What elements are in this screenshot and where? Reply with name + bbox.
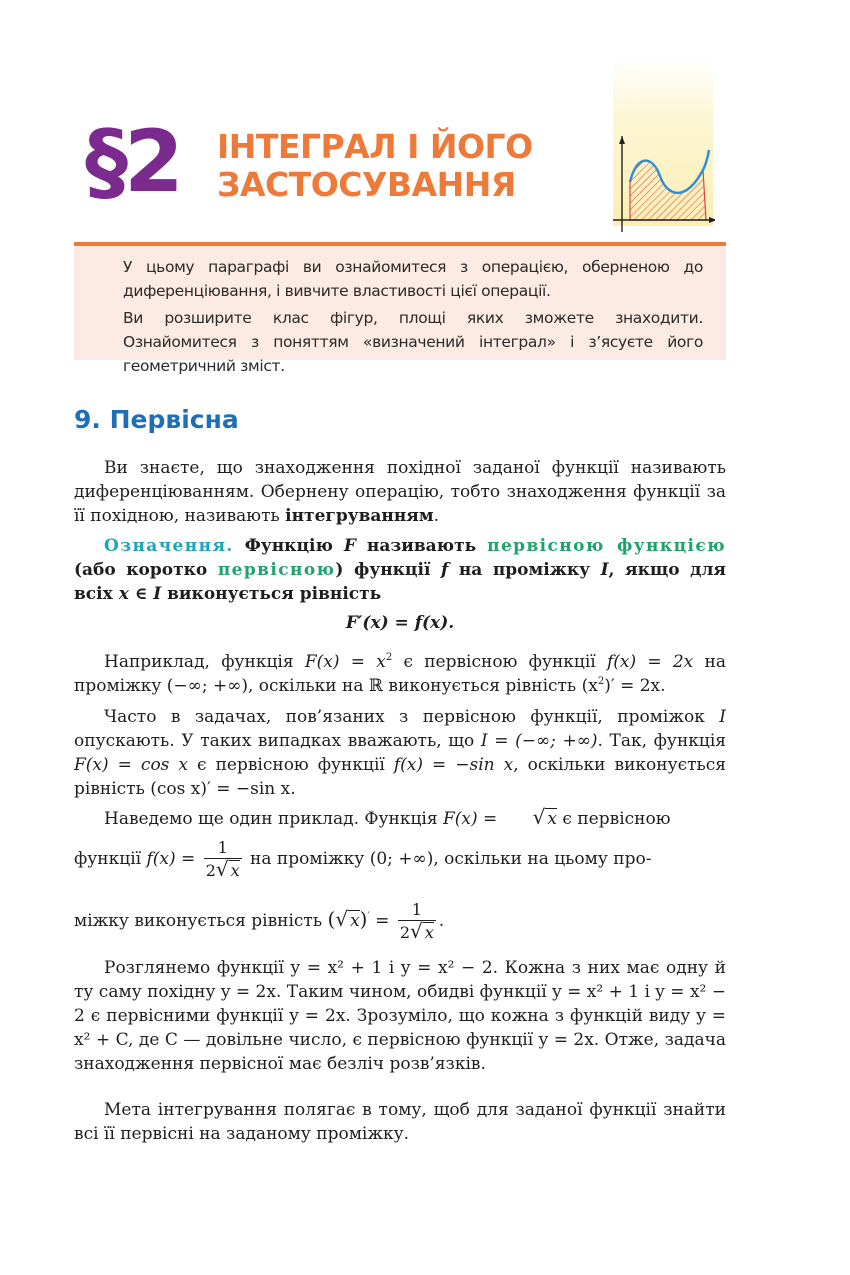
example-text: Часто в задачах, пов’язаних з первісною функції, проміжок: [104, 707, 720, 727]
definition-term-primitive-function: первісною функцією: [487, 536, 726, 556]
radical-sign: √: [532, 805, 546, 829]
fraction-denominator: [204, 859, 242, 881]
close-paren: ): [359, 907, 368, 931]
paragraph-example-4: Розглянемо функції y = x² + 1 і y = x² − 2. Кожна з них має одну й ту саму похідну y = 2x. Таким чином, обидві функції y = x² + 1 і y = x² − 2 є первісними функції y = 2x. Зрозуміло, що кожна з функцій виду y = x² + C, де C — довільне число, є первісною функції y = 2x. Отже, задача знаходження первісної має безліч розв’язків.: [74, 958, 727, 1074]
definition-block: [74, 534, 726, 606]
example-text: , оскільки виконується рівність (cos x)′ = −sin x.: [74, 755, 727, 799]
fraction-one-over-two-sqrt-x: [398, 900, 436, 943]
example-3-line-2: [74, 838, 726, 881]
definition-text: ∈: [128, 584, 154, 604]
paragraph-intro-text: Ви знаєте, що знаходження похідної заданої функції називають диференціюванням. Обернену операцію, тобто знаходження функції за її похідною, називають: [74, 458, 726, 526]
example-3-line-3: [74, 900, 726, 943]
denominator-coefficient: 2: [205, 861, 216, 880]
definition-text: (або коротко: [74, 560, 218, 580]
example-text: міжку виконується рівність: [74, 911, 328, 931]
example-var: I: [719, 707, 726, 727]
sqrt-x: [335, 907, 359, 931]
fraction-numerator: 1: [398, 900, 436, 921]
radicand: x: [424, 923, 434, 942]
integral-area-figure: [605, 58, 715, 238]
sqrt-x: [216, 859, 240, 881]
definition-var: F: [343, 536, 356, 556]
paragraph-example-1: [74, 650, 726, 698]
example-text: є первісною: [557, 809, 671, 829]
sqrt-x: [410, 921, 434, 943]
radicand: x: [230, 861, 240, 880]
chapter-title: [217, 128, 533, 204]
example-formula: f(x) =: [146, 849, 201, 869]
radicand: x: [350, 911, 360, 931]
example-text: Наведемо ще один приклад. Функція: [104, 809, 443, 829]
exponent: 2: [385, 652, 393, 663]
prime-mark: ′: [367, 911, 370, 922]
chapter-header: [0, 0, 850, 245]
example-text: є первісною функції: [188, 755, 394, 775]
exponent: 2: [597, 676, 605, 687]
definition-var: x: [118, 584, 129, 604]
example-3-line-1: [74, 805, 726, 829]
radical-sign: √: [335, 907, 349, 931]
section-title: 9. Первісна: [74, 405, 239, 434]
definition-formula: F′(x) = f(x).: [345, 613, 455, 633]
definition-var: f: [440, 560, 449, 580]
definition-var: I: [600, 560, 609, 580]
sqrt-x: [503, 805, 557, 829]
paragraph-intro: [74, 456, 726, 528]
paragraph-goal: Мета інтегрування полягає в тому, щоб для заданої функції знайти всі її первісні на заданому проміжку.: [74, 1100, 726, 1144]
intro-paragraph-2: Ви розширите клас фігур, площі яких зможете знаходити. Ознайомитеся з поняттям «визначений інтеграл» і з’ясуєте його геометричний зміст.: [123, 309, 703, 375]
fraction-denominator: [398, 921, 436, 943]
definition-text: називають: [355, 536, 488, 556]
example-text: на проміжку (−∞; +∞), оскільки на ℝ виконується рівність (x: [74, 652, 727, 696]
intro-paragraph-1: У цьому параграфі ви ознайомитеся з операцією, оберненою до диференціювання, і вивчите властивості цієї операції.: [123, 258, 703, 300]
example-text: опускають. У таких випадках вважають, що: [74, 731, 481, 751]
radical-sign: √: [215, 857, 229, 881]
chapter-title-line2: ЗАСТОСУВАННЯ: [217, 165, 516, 204]
chapter-title-line1: ІНТЕГРАЛ І ЙОГО: [217, 127, 533, 166]
paragraph-mark: §2: [85, 112, 180, 212]
example-formula: I = (−∞; +∞): [480, 731, 598, 751]
period: .: [438, 911, 445, 931]
example-formula: F(x) =: [442, 809, 503, 829]
open-paren: (: [327, 907, 336, 931]
denominator-coefficient: 2: [399, 923, 410, 942]
definition-text: Функцію: [233, 536, 344, 556]
term-integration: інтегруванням: [285, 506, 434, 526]
paragraph-example-2: [74, 705, 726, 801]
example-text: . Так, функція: [597, 731, 726, 751]
example-text: функції: [74, 849, 147, 869]
radical-sign: √: [410, 919, 423, 943]
equals-sign: =: [369, 911, 395, 931]
definition-var: I: [153, 584, 162, 604]
fraction-numerator: 1: [204, 838, 242, 859]
paragraph-intro-end: .: [433, 506, 440, 526]
intro-box: [74, 246, 726, 375]
definition-term-primitive: первісною: [217, 560, 336, 580]
definition-text: ) функції: [335, 560, 441, 580]
example-formula: f(x) = −sin x: [393, 755, 514, 775]
example-text: на проміжку (0; +∞), оскільки на цьому про-: [244, 849, 652, 869]
example-formula: F(x) = x: [304, 652, 386, 672]
fraction-one-over-two-sqrt-x: [204, 838, 242, 881]
definition-text: виконується рівність: [161, 584, 382, 604]
example-text: є первісною функції: [392, 652, 607, 672]
example-text: Наприклад, функція: [104, 652, 305, 672]
example-formula: f(x) = 2x: [606, 652, 694, 672]
definition-label: Означення.: [104, 536, 234, 556]
definition-text: на проміжку: [448, 560, 601, 580]
example-text: )′ = 2x.: [604, 676, 666, 696]
radicand: x: [547, 809, 558, 829]
definition-text: , якщо для всіх: [74, 560, 726, 604]
example-formula: F(x) = cos x: [74, 755, 189, 775]
